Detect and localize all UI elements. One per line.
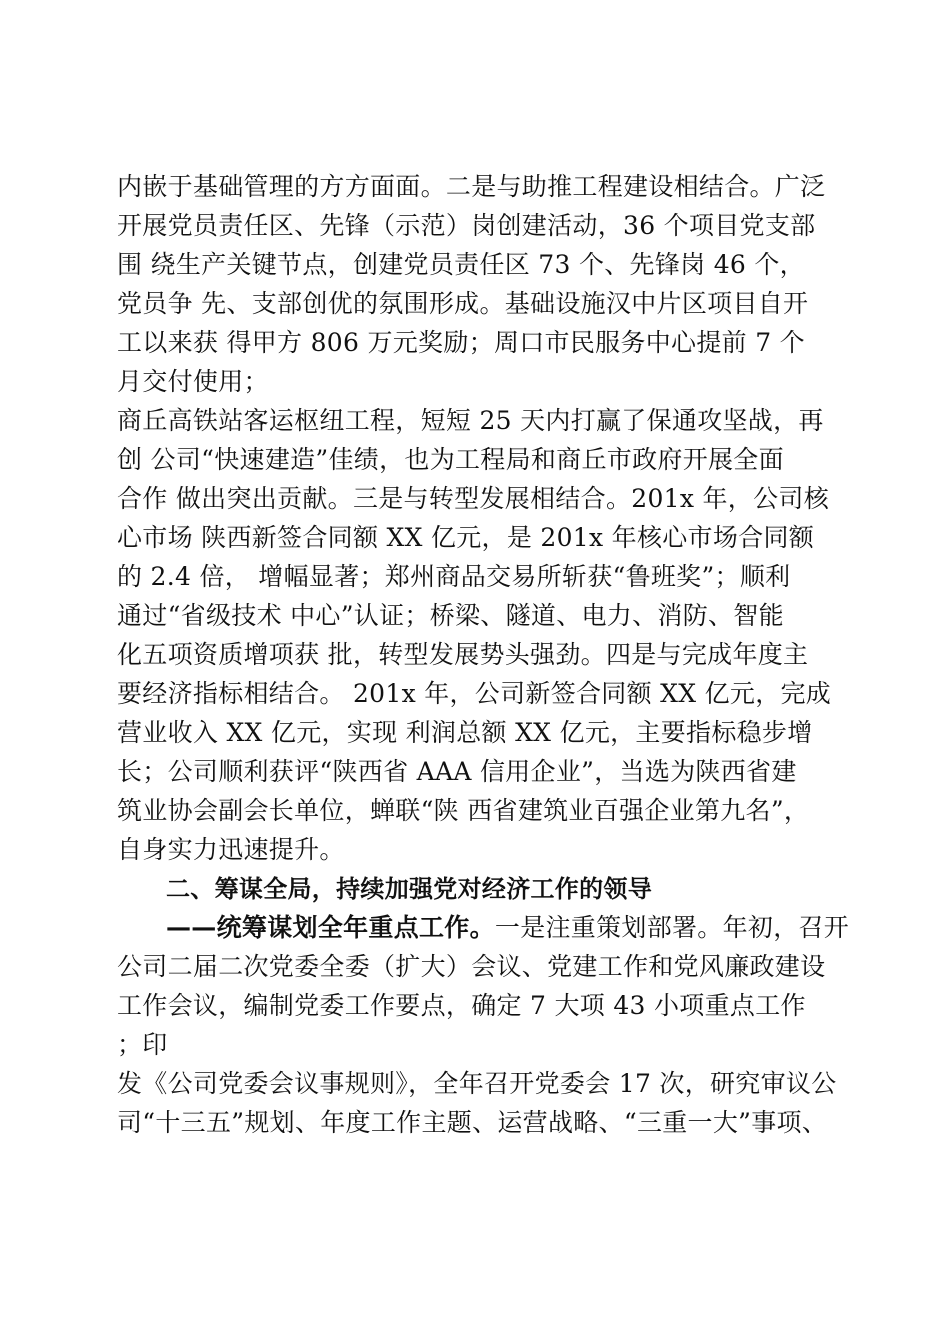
body-line: 筑业协会副会长单位，蝉联“陕 西省建筑业百强企业第九名”， [117,796,810,825]
body-line: 内嵌于基础管理的方方面面。二是与助推工程建设相结合。广泛 [117,172,826,201]
body-line: 心市场 陕西新签合同额 XX 亿元，是 201x 年核心市场合同额 [117,523,815,552]
body-line: 通过“省级技术 中心”认证；桥梁、隧道、电力、消防、智能 [117,601,784,630]
subheading-bold: ——统筹谋划全年重点工作。 [166,913,495,942]
body-line: 工以来获 得甲方 806 万元奖励；周口市民服务中心提前 7 个 [117,328,805,357]
body-line: 营业收入 XX 亿元，实现 利润总额 XX 亿元，主要指标稳步增 [117,718,813,747]
body-line: ；印 [117,1030,168,1059]
body-line: 合作 做出突出贡献。三是与转型发展相结合。201x 年，公司核 [117,484,830,513]
body-line: 长；公司顺利获评“陕西省 AAA 信用企业”，当选为陕西省建 [117,757,797,786]
body-line: 围 绕生产关键节点，创建党员责任区 73 个、先锋岗 46 个， [117,250,805,279]
body-line: 公司二届二次党委全委（扩大）会议、党建工作和党风廉政建设 [117,952,826,981]
section-heading: 二、筹谋全局，持续加强党对经济工作的领导 [166,875,652,903]
body-line: 化五项资质增项获 批，转型发展势头强劲。四是与完成年度主 [117,640,809,669]
body-line: 要经济指标相结合。 201x 年，公司新签合同额 XX 亿元，完成 [117,679,832,708]
body-line: 司“十三五”规划、年度工作主题、运营战略、“三重一大”事项、 [117,1108,828,1137]
body-line: 发《公司党委会议事规则》，全年召开党委会 17 次，研究审议公 [117,1069,837,1098]
body-line: 月交付使用； [117,367,269,396]
body-line: 商丘高铁站客运枢纽工程，短短 25 天内打赢了保通攻坚战，再 [117,406,824,435]
body-line: 自身实力迅速提升。 [117,835,345,864]
body-line: 的 2.4 倍， 增幅显著；郑州商品交易所斩获“鲁班奖”；顺利 [117,562,791,591]
body-line: 党员争 先、支部创优的氛围形成。基础设施汉中片区项目自开 [117,289,809,318]
body-line: 创 公司“快速建造”佳绩，也为工程局和商丘市政府开展全面 [117,445,784,474]
body-line: 工作会议，编制党委工作要点，确定 7 大项 43 小项重点工作 [117,991,806,1020]
subheading-line [166,913,849,943]
body-line: 开展党员责任区、先锋（示范）岗创建活动，36 个项目党支部 [117,211,816,240]
subheading-rest: 一是注重策划部署。年初，召开 [494,913,850,942]
